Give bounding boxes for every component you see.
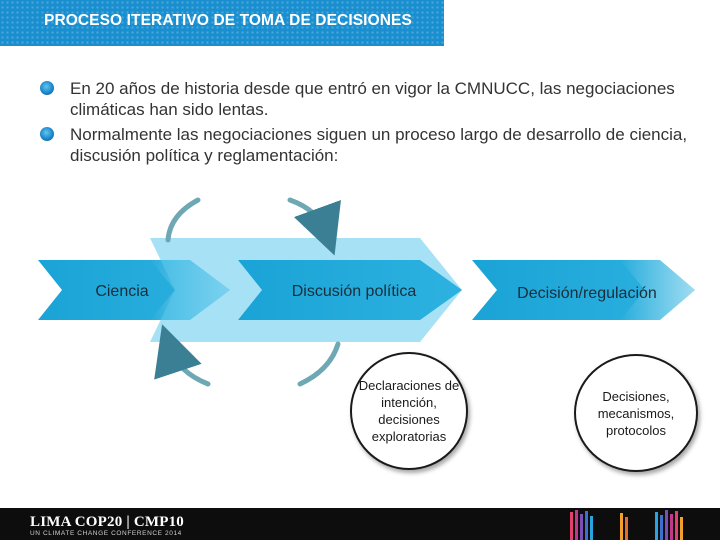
decorative-stripes-icon	[560, 508, 720, 540]
outcome-circle-decisiones	[574, 354, 698, 472]
step-label-decision: Decisión/regulación	[517, 285, 657, 302]
conference-tagline: UN CLIMATE CHANGE CONFERENCE 2014	[30, 530, 182, 537]
page-title: PROCESO ITERATIVO DE TOMA DE DECISIONES	[44, 12, 412, 29]
outcome-circle-declaraciones	[350, 352, 468, 470]
outcome-text: Declaraciones de intención, decisiones exploratorias	[358, 378, 460, 444]
cycle-arrow-top-right	[290, 200, 326, 232]
footer-bar	[0, 508, 720, 540]
cycle-arrow-bottom-right	[300, 344, 338, 384]
bullet-text: Normalmente las negociaciones siguen un proceso largo de desarrollo de ciencia, discusión política y reglamentación:	[70, 125, 688, 165]
bullet-text: En 20 años de historia desde que entró en vigor la CMNUCC, las negociaciones climáticas han sido lentas.	[70, 79, 675, 119]
step-label-ciencia: Ciencia	[95, 283, 149, 300]
conference-logo: LIMA COP20 | CMP10	[30, 514, 184, 530]
cycle-arrow-bottom-left	[170, 348, 208, 384]
step-label-discusion: Discusión política	[291, 283, 417, 300]
outcome-text: Decisiones, mecanismos, protocolos	[597, 388, 675, 438]
cycle-arrow-top-left	[168, 200, 198, 240]
